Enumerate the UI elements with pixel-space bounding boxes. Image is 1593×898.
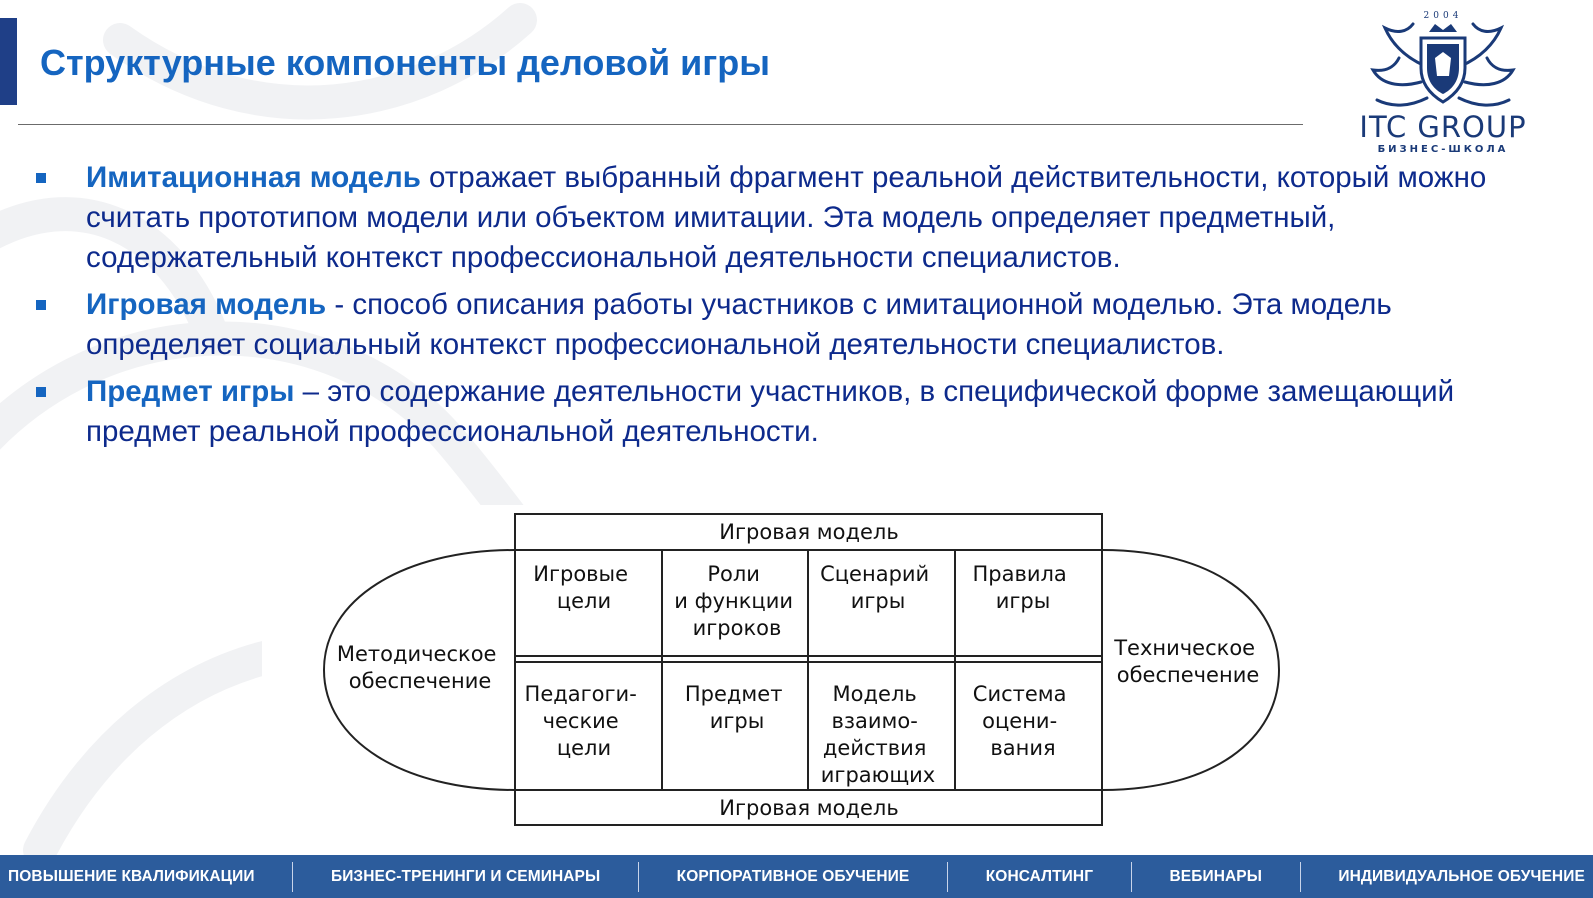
diagram-canvas [262, 505, 1334, 855]
cell-game-goals: Игровые цели [533, 562, 629, 613]
bullet-text: отражает выбранный фрагмент реальной действительности, который можно считать прототипом модели или объектом имитации. Эта модель определяет предметный, содержательный контекст профессиональной деятельности специалистов. [86, 161, 1487, 274]
cell-game-rules: Правила игры [972, 562, 1067, 613]
bullet-game-model [32, 285, 1502, 365]
footer-link-webinars[interactable]: ВЕБИНАРЫ [1169, 867, 1262, 885]
bullet-marker-icon [36, 300, 46, 310]
footer-bar [0, 855, 1593, 898]
logo-subtitle: БИЗНЕС-ШКОЛА [1377, 144, 1509, 155]
left-oval-label: Методическое обеспечение [336, 642, 497, 693]
diagram-top-header: Игровая модель [719, 520, 899, 544]
title-accent-bar [0, 18, 17, 105]
footer-link-corporate[interactable]: КОРПОРАТИВНОЕ ОБУЧЕНИЕ [676, 867, 910, 885]
page-title: Структурные компоненты деловой игры [40, 42, 770, 83]
bullet-game-subject [32, 372, 1502, 452]
cell-roles-functions: Роли и функции игроков [674, 562, 794, 640]
bullet-marker-icon [36, 173, 46, 183]
bullet-term: Предмет игры [86, 375, 295, 408]
itc-group-logo [1332, 6, 1554, 156]
bullet-imitation-model [32, 158, 1502, 278]
title-divider [18, 124, 1303, 125]
cell-interaction-model: Модель взаимо- действия играющих [820, 682, 936, 787]
bullet-term: Игровая модель [86, 288, 327, 321]
cell-evaluation-system: Система оцени- вания [972, 682, 1067, 760]
footer-link-qualification[interactable]: ПОВЫШЕНИЕ КВАЛИФИКАЦИИ [8, 867, 255, 885]
bullet-text: - способ описания работы участников с имитационной моделью. Эта модель определяет социальный контекст профессиональной деятельности специалистов. [86, 288, 1392, 361]
footer-separator [947, 862, 948, 892]
footer-separator [1300, 862, 1301, 892]
logo-name: ITC GROUP [1359, 110, 1527, 144]
footer-link-trainings[interactable]: БИЗНЕС-ТРЕНИНГИ И СЕМИНАРЫ [330, 867, 601, 885]
bullet-list [32, 158, 1502, 459]
bullet-text: – это содержание деятельности участников, в специфической форме замещающий предмет реальной профессиональной деятельности. [86, 375, 1455, 448]
cell-pedagogical-goals: Педагоги- ческие цели [524, 682, 637, 760]
diagram-bottom-header: Игровая модель [719, 796, 899, 820]
footer-separator [292, 862, 293, 892]
right-oval-label: Техническое обеспечение [1114, 636, 1260, 687]
bullet-marker-icon [36, 387, 46, 397]
footer-link-consulting[interactable]: КОНСАЛТИНГ [985, 867, 1094, 885]
cell-game-scenario: Сценарий игры [820, 562, 930, 613]
game-components-diagram [262, 505, 1334, 855]
cell-game-subject: Предмет игры [684, 682, 783, 733]
footer-link-individual[interactable]: ИНДИВИДУАЛЬНОЕ ОБУЧЕНИЕ [1338, 867, 1585, 885]
crest-emblem-icon [1363, 6, 1523, 110]
footer-separator [638, 862, 639, 892]
footer-separator [1131, 862, 1132, 892]
logo-year: 2004 [1423, 11, 1463, 21]
bullet-term: Имитационная модель [86, 161, 421, 194]
